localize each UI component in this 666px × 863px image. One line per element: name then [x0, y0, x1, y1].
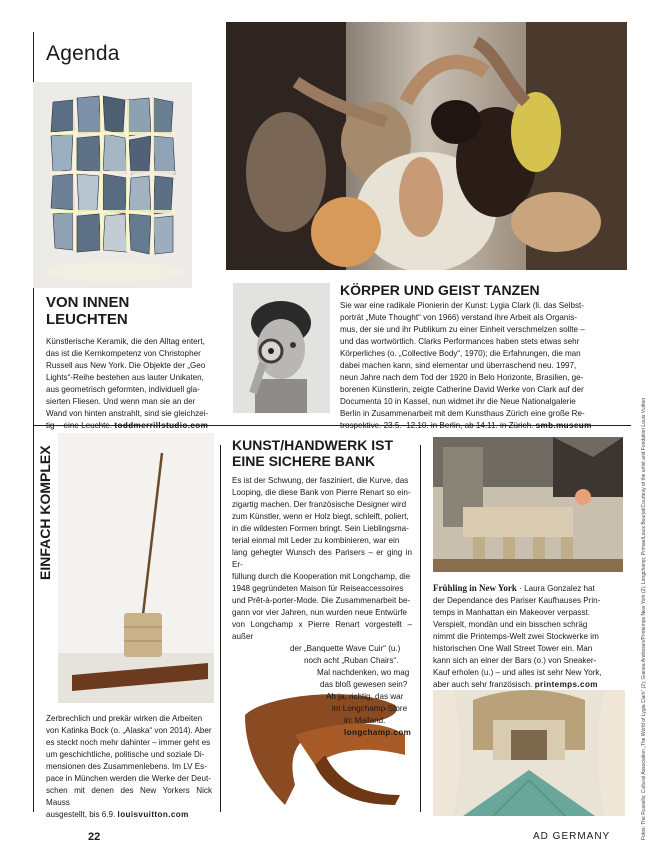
- magazine-name: AD GERMANY: [533, 831, 611, 842]
- body-line: Russell aus New York. Die Objekte der „Geo: [46, 361, 206, 370]
- body-line: um geschichtliche, politische und soziale Di-: [46, 750, 205, 759]
- body-line: Körperliches (o. „Collective Body“, 1970); die Erfahrungen, die man: [340, 349, 581, 358]
- kunst-body: [232, 475, 412, 739]
- einfach-komplex-headline: EINFACH KOMPLEX: [37, 445, 53, 580]
- website-link[interactable]: toddmerrillstudio.com: [114, 421, 209, 430]
- einfach-body: [46, 713, 212, 821]
- body-line-last: [46, 809, 212, 821]
- body-line: Documenta 10 in Kassel, nun widmet ihr die Neue Nationalgalerie: [340, 397, 576, 406]
- body-text: tig – eine Leuchte.: [46, 421, 113, 430]
- photo-credits: [641, 397, 653, 840]
- right-column-rule: [420, 445, 421, 812]
- website-link[interactable]: louisvuitton.com: [117, 810, 189, 819]
- body-line: in: Mailand.: [344, 716, 386, 725]
- kunst-headline-line-1: KUNST/HANDWERK IST: [232, 437, 393, 453]
- body-line: dabei machen kann, sind elementar und überraschend neu. 1997,: [340, 361, 577, 370]
- body-line: noch acht „Ruban Chairs“.: [304, 656, 399, 665]
- body-line: nimmt die Printemps-Welt zwei Stockwerke im: [433, 632, 599, 641]
- fruehling-tag: Frühling in New York: [433, 583, 517, 593]
- body-line: das ist die Kernkompetenz von Christopher: [46, 349, 201, 358]
- website-link[interactable]: smb.museum: [535, 421, 592, 430]
- body-line: zigartig machen. Der französische Designer wird: [232, 500, 407, 509]
- body-line: Wand von hinten anstrahlt, sind sie gleichzei-: [46, 409, 209, 418]
- body-line: schen mit denen des New Yorkers Nick Mauss: [46, 786, 212, 807]
- body-line: und das wortwörtlich. Clarks Performances haben stets etwas sehr: [340, 337, 580, 346]
- photo-credits-text: Fotos: The Russells; Cultural Association „The World of Lygia Clark“ (2); Gianea Andresen/Printemps New York (2); Longchamp; Primae/Louis Bourjat/Courtesy of the artist and Fondation Louis Vuitton: [641, 397, 647, 840]
- body-line: zum Künstler, wenn er Holz biegt, schleift, poliert,: [232, 512, 409, 521]
- body-line: von Longchamp x Pierre Renart vorgestellt – außer: [232, 620, 412, 641]
- alaska-sculpture-photo: [58, 433, 214, 703]
- von-innen-body: [46, 336, 210, 432]
- body-line: borenen Künstlerin, zeigte Catherine David Werke von Clark auf der: [340, 385, 584, 394]
- body-line: historischen One Wall Street Tower ein. Man: [433, 644, 593, 653]
- kunst-headline: [232, 437, 393, 469]
- body-line: Zerbrechlich und prekär wirken die Arbeiten: [46, 714, 203, 723]
- body-line: gann vor vier Jahren, nun wurden neue Entwürfe: [232, 608, 408, 617]
- body-line: der Dependance des Pariser Kaufhauses Prin-: [433, 596, 601, 605]
- body-line: Verspielt, mondän und ein bisschen schräg: [433, 620, 588, 629]
- ceramic-light-photo: [33, 82, 192, 288]
- body-line-last: [340, 420, 623, 432]
- body-text: aber auch sehr französisch.: [433, 680, 533, 689]
- body-line: Kauf erholen (u.) – und alles ist sehr New York,: [433, 668, 602, 677]
- body-line: mensionen des Zusammenlebens. Im LV Es-: [46, 762, 207, 771]
- body-line: pace in München werden die Werke der Deut-: [46, 774, 211, 783]
- body-line: kann sich an einer der Bars (o.) von Sneaker-: [433, 656, 597, 665]
- fruehling-body: [433, 582, 625, 691]
- body-text: ausgestellt, bis 6.9.: [46, 810, 116, 819]
- body-text: trospektive. 23.5.–12.10. in Berlin, ab 14.11. in Zürich.: [340, 421, 534, 430]
- body-line-first: [433, 582, 625, 595]
- printemps-bar-photo: [433, 437, 623, 572]
- koerper-headline: KÖRPER UND GEIST TANZEN: [340, 282, 540, 298]
- website-link[interactable]: printemps.com: [534, 680, 598, 689]
- body-line: lang gehegter Wunsch des Parisers – er ging in Er-: [232, 548, 412, 569]
- printemps-interior-photo: [433, 690, 625, 816]
- von-innen-headline: [46, 294, 129, 328]
- body-line: der „Banquette Wave Cuir“ (u.): [290, 644, 401, 653]
- body-line: 1948 gegründeten Maison für Reiseaccessoires: [232, 584, 404, 593]
- body-line: Ah ja, richtig, das war: [326, 692, 404, 701]
- body-line: das bloß gewesen sein?: [320, 680, 408, 689]
- koerper-body: [340, 300, 623, 432]
- body-line: es steckt noch mehr dahinter – immer geht es: [46, 738, 211, 747]
- body-line: und Prêt-à-porter-Mode. Die Zusammenarbeit be-: [232, 596, 411, 605]
- body-line: Künstlerische Keramik, die den Alltag entert,: [46, 337, 205, 346]
- body-line: temps in Manhattan ein Makeover verpasst.: [433, 608, 591, 617]
- body-line: Es ist der Schwung, der fasziniert, die Kurve, das: [232, 476, 409, 485]
- website-link[interactable]: longchamp.com: [344, 728, 412, 737]
- body-line: Sie war eine radikale Pionierin der Kunst: Lygia Clark (li. das Selbst-: [340, 301, 584, 310]
- body-line: neun Jahre nach dem Tod der 1920 in Belo Horizonte, Brasilien, ge-: [340, 373, 584, 382]
- body-line: in die wildesten Formen bringt. Sein Lieblingsma-: [232, 524, 409, 533]
- collective-body-photo: [226, 22, 627, 270]
- body-line: terial einmal mit Leder zu kombinieren, war ein: [232, 536, 400, 545]
- page-title: Agenda: [46, 42, 120, 65]
- body-line: aus geometrisch geformten, individuell gla-: [46, 385, 200, 394]
- mute-thought-portrait: [233, 283, 330, 413]
- kunst-headline-line-2: EINE SICHERE BANK: [232, 453, 376, 469]
- body-line: Looping, die diese Bank von Pierre Renart so ein-: [232, 488, 411, 497]
- von-innen-headline-line-1: VON INNEN: [46, 294, 130, 311]
- body-line: sierten Fliesen. Und wenn man sie an der: [46, 397, 196, 406]
- body-line: im Longchamp-Store: [332, 704, 408, 713]
- body-line: Lights“-Reihe bestehen aus lauter Unikaten,: [46, 373, 204, 382]
- body-line: Mal nachdenken, wo mag: [317, 668, 410, 677]
- body-text: · Laura Gonzalez hat: [519, 584, 595, 593]
- von-innen-headline-line-2: LEUCHTEN: [46, 311, 128, 328]
- body-line: füllung durch die Kooperation mit Longchamp, die: [232, 572, 411, 581]
- body-line-last: [46, 420, 210, 432]
- body-line: von Katinka Bock (o. „Alaska“ von 2014). Aber: [46, 726, 212, 735]
- body-line: porträt „Mute Thought“ von 1966) verstand ihre Arbeit als Organis-: [340, 313, 577, 322]
- body-line: mus, der sie und ihr Publikum zu einer Einheit verschmelzen sollte –: [340, 325, 585, 334]
- body-line: Berlin in Zusammenarbeit mit dem Kunsthaus Zürich eine große Re-: [340, 409, 585, 418]
- page-number: 22: [88, 831, 101, 843]
- center-column-rule: [220, 445, 221, 812]
